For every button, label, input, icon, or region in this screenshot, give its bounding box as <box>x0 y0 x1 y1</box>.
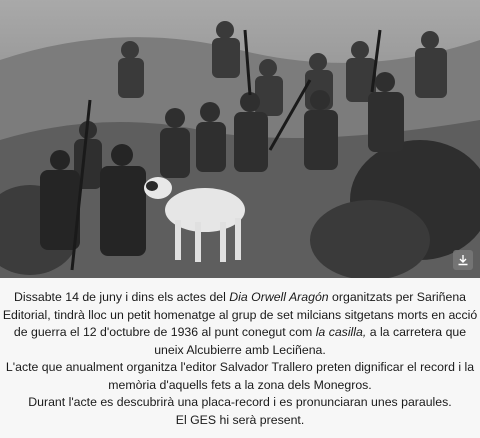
caption-paragraph-1: Dissabte 14 de juny i dins els actes del Dia Orwell Aragón organitzats per Sariñena Editorial, tindrà lloc un petit homenatge al grup de set milcians sitgetans morts en acció de guerra el 12 d'octubre de 1936 al punt conegut com la casilla, a la carretera que uneix Alcubierre amb Leciñena. <box>2 290 478 357</box>
caption-paragraph-3: Durant l'acte es descubrirà una placa-record i es pronunciaran unes paraules. <box>28 395 452 409</box>
download-button[interactable] <box>453 250 473 270</box>
location-name: la casilla, <box>315 325 367 339</box>
caption-paragraph-2: L'acte que anualment organitza l'editor Salvador Trallero preten dignificar el record i la memòria d'aquells fets a la zona dels Monegros. <box>5 360 475 392</box>
download-icon <box>457 254 469 266</box>
article-caption <box>0 289 480 429</box>
event-name: Dia Orwell Aragón <box>229 290 329 304</box>
caption-paragraph-4: El GES hi serà present. <box>175 412 305 427</box>
